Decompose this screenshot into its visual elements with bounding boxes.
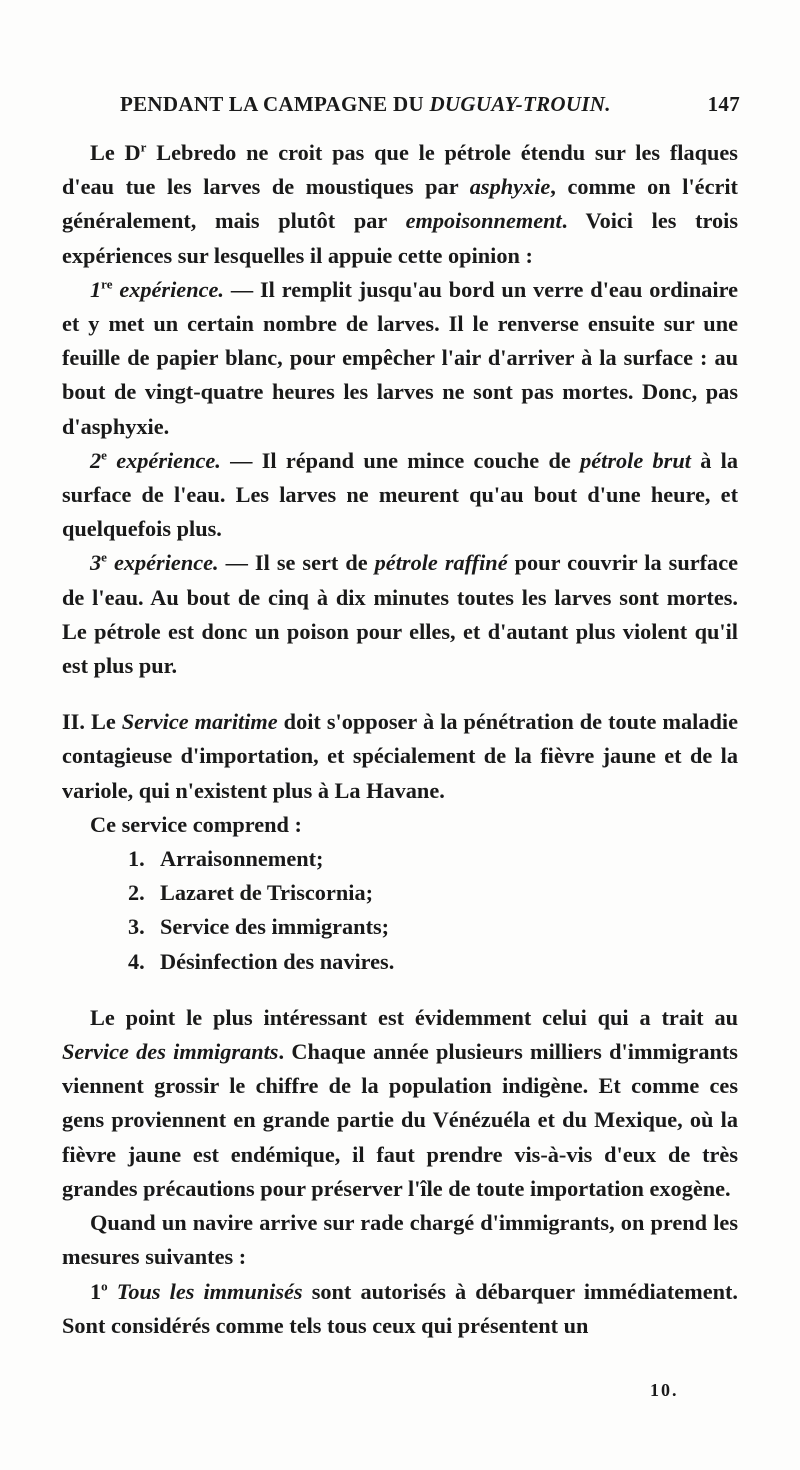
section-gap bbox=[62, 683, 738, 705]
service-intro: Ce service comprend : bbox=[90, 811, 302, 837]
list-item: 2. Lazaret de Triscornia; bbox=[128, 880, 374, 906]
paragraph-section-2: II. Le Service maritime doit s'opposer à la pénétration de toute maladie contagieuse d'importation, et spécialement de la fièvre jaune et de la variole, qui n'existent plus à La Havane. bbox=[62, 709, 738, 803]
paragraph-experience-2: 2e expérience. — Il répand une mince couche de pétrole brut à la surface de l'eau. Les larves ne meurent qu'au bout d'une heure, et quelquefois plus. bbox=[62, 447, 739, 542]
service-list bbox=[62, 842, 738, 979]
header-ship-name: DUGUAY-TROUIN. bbox=[429, 92, 611, 116]
signature-mark: 10. bbox=[650, 1380, 679, 1400]
paragraph-arrival: Quand un navire arrive sur rade chargé d'immigrants, on prend les mesures suivantes : bbox=[62, 1210, 738, 1270]
paragraph-experience-1: 1re expérience. — Il remplit jusqu'au bord un verre d'eau ordinaire et y met un certain nombre de larves. Il le renverse ensuite sur une feuille de papier blanc, pour empêcher l'air d'arriver à la surface : au bout de vingt-quatre heures les larves ne sont pas mortes. Donc, pas d'asphyxie. bbox=[62, 276, 738, 439]
list-item: 4. Désinfection des navires. bbox=[128, 948, 395, 974]
paragraph-intro: Le $D^r$ Lebredo ne croit pas que le pétrole étendu sur les flaques d'eau tue les larves de moustiques par asphyxie, comme on l'écrit généralement, mais plutôt par empoisonnement. Voici les trois expériences sur lesquelles il appuie cette opinion : bbox=[62, 139, 739, 268]
list-item: 3. Service des immigrants; bbox=[128, 914, 390, 940]
running-header bbox=[120, 92, 740, 117]
page-body bbox=[62, 136, 738, 1343]
page-number: 147 bbox=[707, 92, 740, 116]
paragraph-immigrants: Le point le plus intéressant est évidemment celui qui a trait au Service des immigrants. Chaque année plusieurs milliers d'immigrants viennent grossir le chiffre de la population indigène. Et comme ces gens proviennent en grande partie du Vénézuéla et du Mexique, où la fièvre jaune est endémique, il faut prendre vis-à-vis d'eux de très grandes précautions pour préserver l'île de toute importation exogène. bbox=[62, 1004, 738, 1201]
header-title: PENDANT LA CAMPAGNE DU DUGUAY-TROUIN. bbox=[120, 92, 611, 116]
section-gap bbox=[62, 979, 738, 1001]
paragraph-measure-1: 1$^o$ Tous les immunisés sont autorisés à débarquer immédiatement. Sont considérés comme tels tous ceux qui présentent un bbox=[62, 1278, 739, 1338]
list-item: 1. Arraisonnement; bbox=[128, 846, 324, 872]
paragraph-experience-3: 3e expérience. — Il se sert de pétrole raffiné pour couvrir la surface de l'eau. Au bout de cinq à dix minutes toutes les larves sont mortes. Le pétrole est donc un poison pour elles, et d'autant plus violent qu'il est plus pur. bbox=[62, 550, 738, 679]
